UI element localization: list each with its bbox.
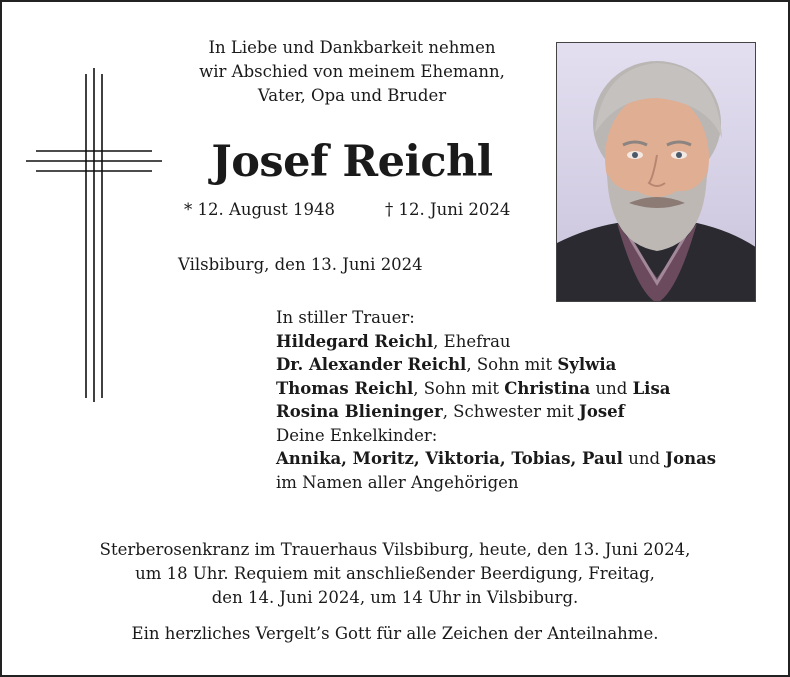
mourner-relation: , Sohn mit	[413, 378, 505, 398]
mourner-relation: , Schwester mit	[442, 402, 580, 421]
thanks-line: Ein herzliches Vergelt’s Gott für alle Zeichen der Anteilnahme.	[131, 624, 659, 643]
intro-line: Vater, Opa und Bruder	[257, 86, 447, 105]
portrait-image	[557, 43, 756, 302]
mourner-row	[276, 353, 776, 377]
service-info	[22, 538, 768, 610]
service-line: den 14. Juni 2024, um 14 Uhr in Vilsbiburg.	[211, 588, 579, 607]
grandchildren-row	[276, 447, 776, 471]
conjunction: und	[590, 378, 633, 398]
grandchildren-last: Jonas	[665, 449, 717, 468]
portrait-photo	[556, 42, 756, 302]
service-line: Sterberosenkranz im Trauerhaus Vilsbiburg, heute, den 13. Juni 2024,	[99, 540, 691, 559]
mourners-closing: im Namen aller Angehörigen	[276, 472, 519, 492]
mourner-row	[276, 377, 776, 401]
mourner-companion: Christina	[504, 378, 591, 398]
cross-icon	[22, 68, 166, 402]
mourner-name: Rosina Blieninger	[276, 402, 443, 421]
intro-text	[152, 36, 552, 108]
mourner-companion: Sylwia	[557, 355, 617, 374]
mourner-name: Dr. Alexander Reichl	[276, 355, 467, 374]
conjunction: und	[622, 449, 666, 468]
birth-date: * 12. August 1948	[184, 200, 336, 219]
mourners-heading: In stiller Trauer:	[276, 308, 415, 327]
service-line: um 18 Uhr. Requiem mit anschließender Beerdigung, Freitag,	[135, 564, 655, 583]
mourner-name: Hildegard Reichl	[276, 331, 434, 351]
intro-line: wir Abschied von meinem Ehemann,	[199, 62, 505, 81]
grandchildren-label: Deine Enkelkinder:	[276, 425, 438, 445]
mourner-companion: Lisa	[632, 378, 671, 398]
mourner-relation: , Ehefrau	[433, 331, 511, 351]
mourners-list	[276, 306, 776, 494]
mourner-name: Thomas Reichl	[276, 378, 414, 398]
mourner-row	[276, 400, 776, 424]
deceased-name: Josef Reichl	[211, 137, 493, 187]
place-date: Vilsbiburg, den 13. Juni 2024	[178, 255, 423, 274]
mourner-companion: Josef	[579, 402, 625, 421]
intro-line: In Liebe und Dankbarkeit nehmen	[208, 38, 496, 57]
mourner-row	[276, 330, 776, 354]
grandchildren-names: Annika, Moritz, Viktoria, Tobias, Paul	[276, 449, 623, 468]
death-date: † 12. Juni 2024	[385, 200, 511, 219]
mourner-relation: , Sohn mit	[466, 355, 558, 374]
